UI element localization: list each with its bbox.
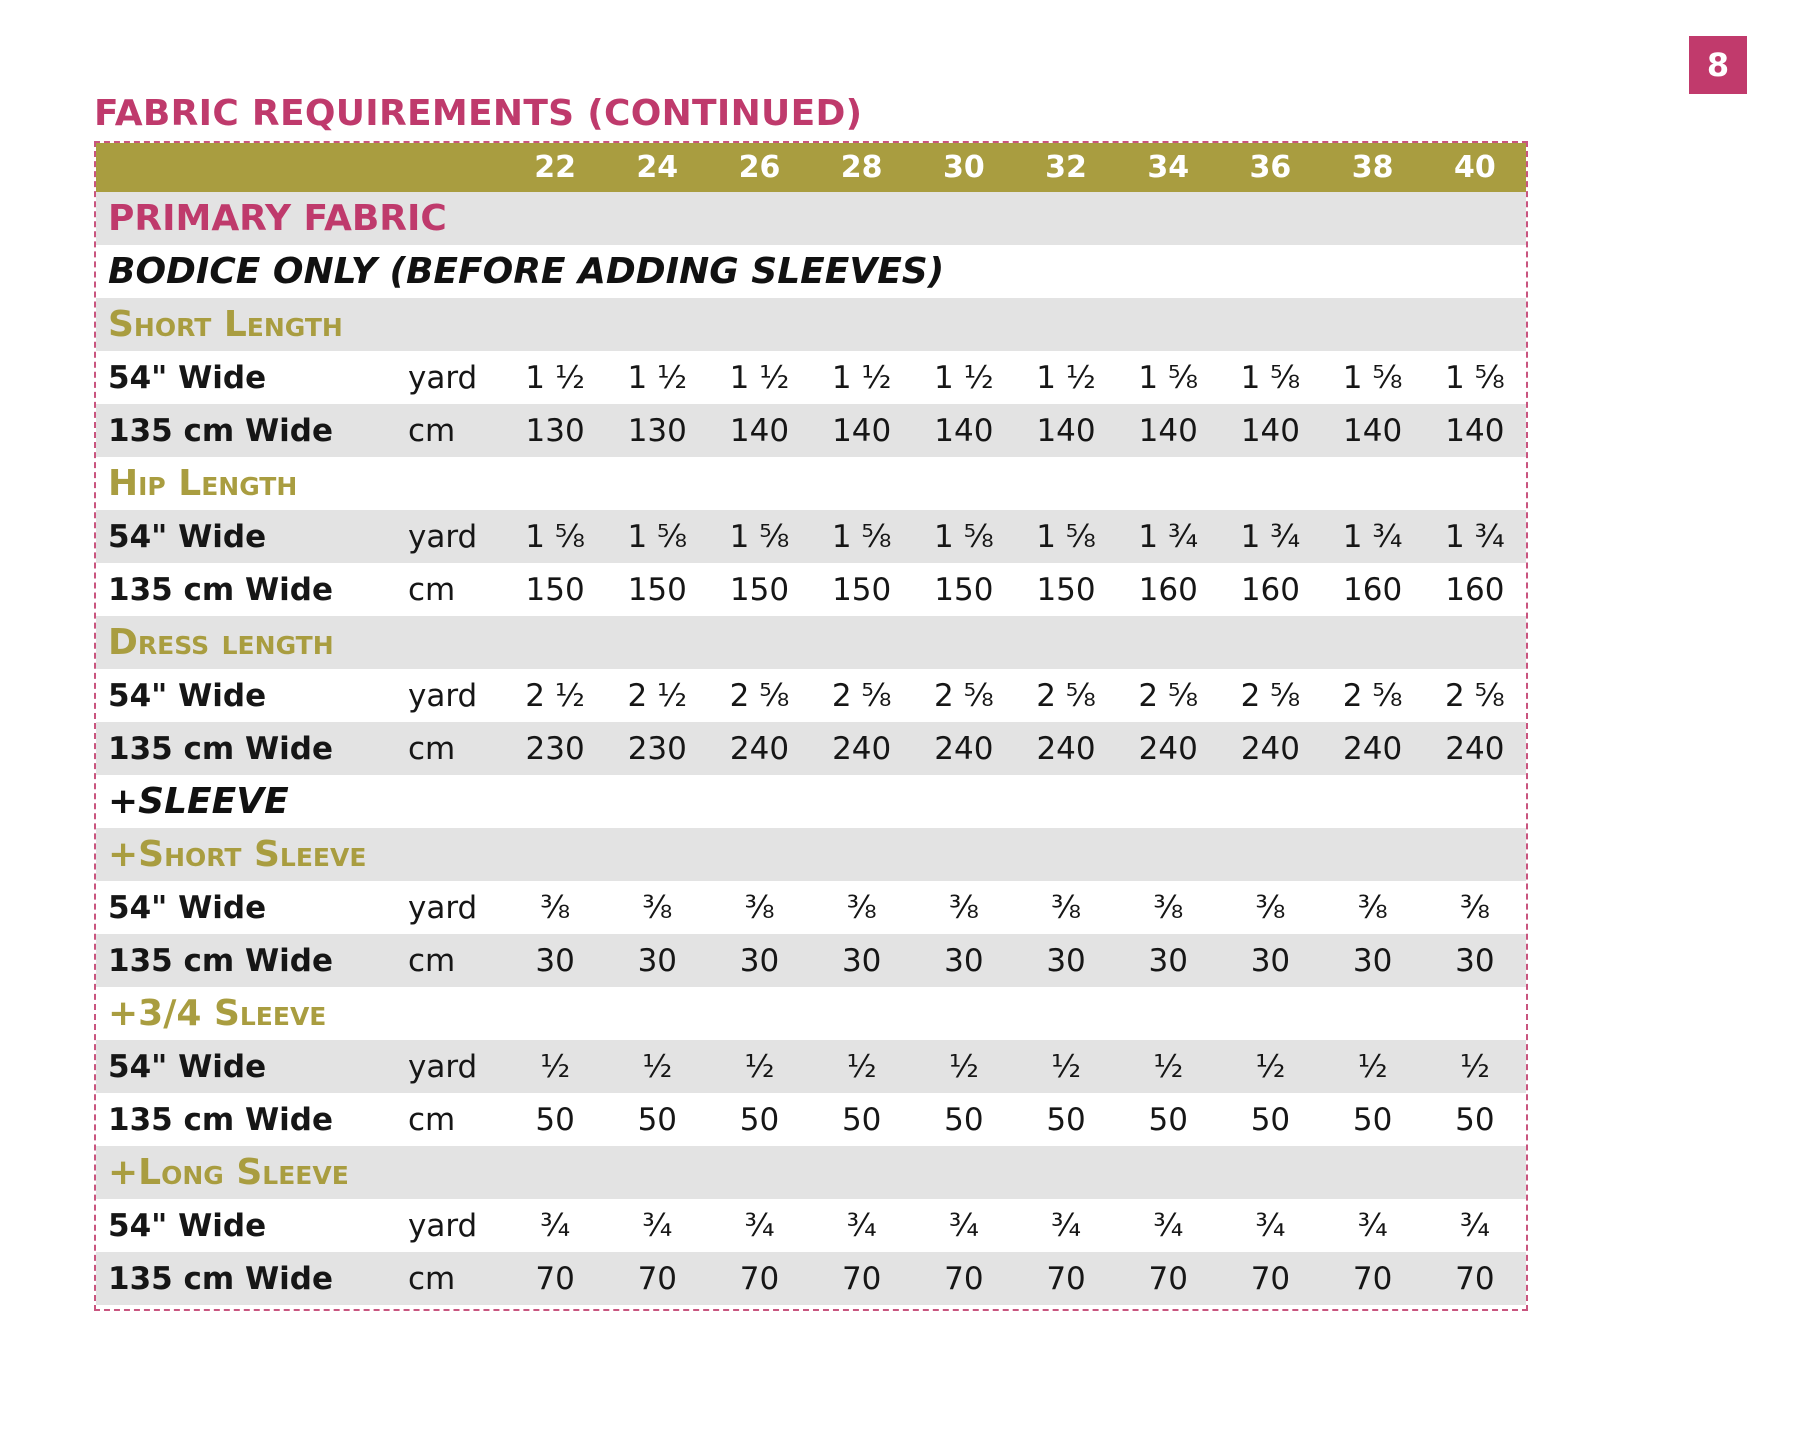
table-cell: 2 ⅝ xyxy=(913,669,1015,722)
table-cell: 30 xyxy=(1322,934,1424,987)
table-cell: ½ xyxy=(1015,1040,1117,1093)
table-cell: ½ xyxy=(1117,1040,1219,1093)
table-cell: 160 xyxy=(1117,563,1219,616)
row-label: 135 cm Wide xyxy=(96,1093,408,1146)
table-cell: 2 ½ xyxy=(606,669,708,722)
table-cell: 2 ½ xyxy=(504,669,606,722)
table-cell: 150 xyxy=(606,563,708,616)
table-cell: 1 ⅝ xyxy=(606,510,708,563)
table-cell: 140 xyxy=(913,404,1015,457)
row-label: 135 cm Wide xyxy=(96,934,408,987)
table-cell: 30 xyxy=(606,934,708,987)
size-header: 28 xyxy=(811,143,913,192)
table-cell: ¾ xyxy=(1219,1199,1321,1252)
table-cell: 70 xyxy=(504,1252,606,1305)
table-cell: 240 xyxy=(1015,722,1117,775)
table-cell: 50 xyxy=(1322,1093,1424,1146)
table-cell: 160 xyxy=(1322,563,1424,616)
table-cell: ⅜ xyxy=(1424,881,1526,934)
section-heading-primary-fabric: PRIMARY FABRIC xyxy=(96,192,1526,245)
table-cell: 50 xyxy=(504,1093,606,1146)
section-row-sleeve xyxy=(96,775,1526,828)
table-cell: 50 xyxy=(811,1093,913,1146)
table-row xyxy=(96,1252,1526,1305)
table-cell: 70 xyxy=(1219,1252,1321,1305)
row-unit: cm xyxy=(408,1093,504,1146)
table-cell: 230 xyxy=(606,722,708,775)
row-label: 135 cm Wide xyxy=(96,404,408,457)
table-cell: 1 ⅝ xyxy=(1015,510,1117,563)
subsection-heading-three-quarter-sleeve: +3/4 Sleeve xyxy=(96,987,1526,1040)
table-row xyxy=(96,1199,1526,1252)
table-cell: ¾ xyxy=(913,1199,1015,1252)
table-cell: ¾ xyxy=(708,1199,810,1252)
table-cell: 30 xyxy=(1015,934,1117,987)
table-row xyxy=(96,722,1526,775)
table-cell: 150 xyxy=(811,563,913,616)
table-cell: ½ xyxy=(504,1040,606,1093)
size-header-row xyxy=(96,143,1526,192)
table-cell: ⅜ xyxy=(606,881,708,934)
row-unit: cm xyxy=(408,563,504,616)
table-cell: 240 xyxy=(708,722,810,775)
table-row xyxy=(96,510,1526,563)
section-row-primary-fabric xyxy=(96,192,1526,245)
header-empty-cell xyxy=(408,143,504,192)
row-label: 54" Wide xyxy=(96,881,408,934)
row-unit: yard xyxy=(408,1040,504,1093)
table-cell: 30 xyxy=(913,934,1015,987)
table-cell: 30 xyxy=(708,934,810,987)
table-cell: 150 xyxy=(504,563,606,616)
table-cell: ½ xyxy=(708,1040,810,1093)
table-cell: 50 xyxy=(1219,1093,1321,1146)
table-cell: 70 xyxy=(811,1252,913,1305)
table-cell: 2 ⅝ xyxy=(708,669,810,722)
table-cell: 2 ⅝ xyxy=(1117,669,1219,722)
row-label: 54" Wide xyxy=(96,1040,408,1093)
table-cell: 140 xyxy=(1424,404,1526,457)
subsection-row-short-sleeve xyxy=(96,828,1526,881)
table-cell: 1 ¾ xyxy=(1219,510,1321,563)
row-unit: yard xyxy=(408,351,504,404)
subsection-row-dress-length xyxy=(96,616,1526,669)
subsection-heading-hip-length: Hip Length xyxy=(96,457,1526,510)
size-header: 40 xyxy=(1424,143,1526,192)
table-cell: 1 ¾ xyxy=(1322,510,1424,563)
section-heading-sleeve: +SLEEVE xyxy=(96,775,1526,828)
row-unit: cm xyxy=(408,934,504,987)
row-unit: yard xyxy=(408,669,504,722)
table-cell: 1 ⅝ xyxy=(811,510,913,563)
page-title: FABRIC REQUIREMENTS (CONTINUED) xyxy=(94,93,863,134)
table-cell: 150 xyxy=(913,563,1015,616)
table-cell: ¾ xyxy=(1015,1199,1117,1252)
table-cell: 50 xyxy=(606,1093,708,1146)
table-cell: 1 ⅝ xyxy=(913,510,1015,563)
table-cell: 2 ⅝ xyxy=(1322,669,1424,722)
subsection-heading-dress-length: Dress length xyxy=(96,616,1526,669)
table-cell: 70 xyxy=(913,1252,1015,1305)
table-cell: ½ xyxy=(1322,1040,1424,1093)
row-unit: yard xyxy=(408,510,504,563)
table-cell: ½ xyxy=(913,1040,1015,1093)
page-number-badge: 8 xyxy=(1689,36,1747,94)
table-row xyxy=(96,351,1526,404)
table-cell: 50 xyxy=(913,1093,1015,1146)
table-cell: ½ xyxy=(811,1040,913,1093)
table-cell: 160 xyxy=(1219,563,1321,616)
table-cell: 1 ½ xyxy=(1015,351,1117,404)
table-cell: 30 xyxy=(1219,934,1321,987)
table-cell: 1 ½ xyxy=(504,351,606,404)
table-cell: 140 xyxy=(1117,404,1219,457)
table-cell: 1 ⅝ xyxy=(504,510,606,563)
table-cell: 130 xyxy=(504,404,606,457)
table-cell: 1 ⅝ xyxy=(1424,351,1526,404)
table-cell: 1 ½ xyxy=(708,351,810,404)
table-row xyxy=(96,881,1526,934)
table-cell: ½ xyxy=(606,1040,708,1093)
table-cell: ¾ xyxy=(1117,1199,1219,1252)
row-label: 135 cm Wide xyxy=(96,563,408,616)
table-cell: 50 xyxy=(1117,1093,1219,1146)
row-label: 54" Wide xyxy=(96,669,408,722)
table-cell: ¾ xyxy=(606,1199,708,1252)
size-header: 22 xyxy=(504,143,606,192)
size-header: 34 xyxy=(1117,143,1219,192)
table-cell: 70 xyxy=(1117,1252,1219,1305)
table-cell: ⅜ xyxy=(1015,881,1117,934)
table-cell: 1 ¾ xyxy=(1117,510,1219,563)
table-cell: ¾ xyxy=(1424,1199,1526,1252)
table-row xyxy=(96,563,1526,616)
table-cell: 70 xyxy=(1015,1252,1117,1305)
table-cell: 2 ⅝ xyxy=(1424,669,1526,722)
table-cell: ½ xyxy=(1424,1040,1526,1093)
table-cell: ⅜ xyxy=(504,881,606,934)
subsection-heading-short-length: Short Length xyxy=(96,298,1526,351)
table-cell: 140 xyxy=(1015,404,1117,457)
row-unit: yard xyxy=(408,1199,504,1252)
table-cell: ¾ xyxy=(1322,1199,1424,1252)
section-heading-bodice-only: BODICE ONLY (BEFORE ADDING SLEEVES) xyxy=(96,245,1526,298)
table-cell: 1 ½ xyxy=(606,351,708,404)
row-unit: cm xyxy=(408,1252,504,1305)
size-header: 26 xyxy=(708,143,810,192)
row-label: 54" Wide xyxy=(96,351,408,404)
table-cell: 70 xyxy=(1424,1252,1526,1305)
table-cell: 240 xyxy=(1322,722,1424,775)
row-unit: cm xyxy=(408,722,504,775)
size-header: 30 xyxy=(913,143,1015,192)
table-cell: 30 xyxy=(1424,934,1526,987)
header-empty-cell xyxy=(96,143,408,192)
table-cell: 150 xyxy=(708,563,810,616)
row-label: 135 cm Wide xyxy=(96,722,408,775)
table-cell: ⅜ xyxy=(1322,881,1424,934)
table-cell: 1 ⅝ xyxy=(1117,351,1219,404)
table-cell: 30 xyxy=(504,934,606,987)
row-label: 54" Wide xyxy=(96,1199,408,1252)
table-cell: ¾ xyxy=(504,1199,606,1252)
table-cell: 240 xyxy=(1219,722,1321,775)
section-row-bodice-only xyxy=(96,245,1526,298)
table-cell: 1 ⅝ xyxy=(708,510,810,563)
table-cell: 2 ⅝ xyxy=(1015,669,1117,722)
table-cell: 70 xyxy=(606,1252,708,1305)
table-cell: 1 ⅝ xyxy=(1219,351,1321,404)
size-header: 36 xyxy=(1219,143,1321,192)
size-header: 32 xyxy=(1015,143,1117,192)
subsection-row-hip-length xyxy=(96,457,1526,510)
table-row xyxy=(96,669,1526,722)
table-cell: 50 xyxy=(1015,1093,1117,1146)
size-header: 38 xyxy=(1322,143,1424,192)
table-cell: 1 ½ xyxy=(913,351,1015,404)
table-cell: ⅜ xyxy=(913,881,1015,934)
fabric-requirements-table xyxy=(96,143,1526,1305)
table-cell: 2 ⅝ xyxy=(1219,669,1321,722)
table-cell: 240 xyxy=(811,722,913,775)
table-cell: ½ xyxy=(1219,1040,1321,1093)
table-cell: 50 xyxy=(1424,1093,1526,1146)
table-cell: 1 ¾ xyxy=(1424,510,1526,563)
table-row xyxy=(96,404,1526,457)
table-cell: 150 xyxy=(1015,563,1117,616)
row-unit: yard xyxy=(408,881,504,934)
subsection-row-long-sleeve xyxy=(96,1146,1526,1199)
table-cell: 140 xyxy=(811,404,913,457)
row-label: 54" Wide xyxy=(96,510,408,563)
table-cell: 130 xyxy=(606,404,708,457)
table-cell: 160 xyxy=(1424,563,1526,616)
table-row xyxy=(96,934,1526,987)
table-cell: 1 ½ xyxy=(811,351,913,404)
table-cell: 30 xyxy=(811,934,913,987)
table-cell: 50 xyxy=(708,1093,810,1146)
size-header: 24 xyxy=(606,143,708,192)
table-cell: 2 ⅝ xyxy=(811,669,913,722)
table-cell: 230 xyxy=(504,722,606,775)
table-cell: ¾ xyxy=(811,1199,913,1252)
row-unit: cm xyxy=(408,404,504,457)
table-row xyxy=(96,1040,1526,1093)
table-cell: 1 ⅝ xyxy=(1322,351,1424,404)
table-cell: 240 xyxy=(913,722,1015,775)
table-cell: 140 xyxy=(1219,404,1321,457)
subsection-heading-short-sleeve: +Short Sleeve xyxy=(96,828,1526,881)
table-cell: ⅜ xyxy=(1219,881,1321,934)
table-cell: ⅜ xyxy=(1117,881,1219,934)
table-cell: 30 xyxy=(1117,934,1219,987)
table-cell: ⅜ xyxy=(811,881,913,934)
table-cell: 70 xyxy=(1322,1252,1424,1305)
table-cell: 140 xyxy=(708,404,810,457)
table-row xyxy=(96,1093,1526,1146)
row-label: 135 cm Wide xyxy=(96,1252,408,1305)
table-cell: 70 xyxy=(708,1252,810,1305)
table-cell: 140 xyxy=(1322,404,1424,457)
subsection-row-short-length xyxy=(96,298,1526,351)
subsection-heading-long-sleeve: +Long Sleeve xyxy=(96,1146,1526,1199)
table-cell: 240 xyxy=(1424,722,1526,775)
subsection-row-three-quarter-sleeve xyxy=(96,987,1526,1040)
table-cell: ⅜ xyxy=(708,881,810,934)
table-cell: 240 xyxy=(1117,722,1219,775)
